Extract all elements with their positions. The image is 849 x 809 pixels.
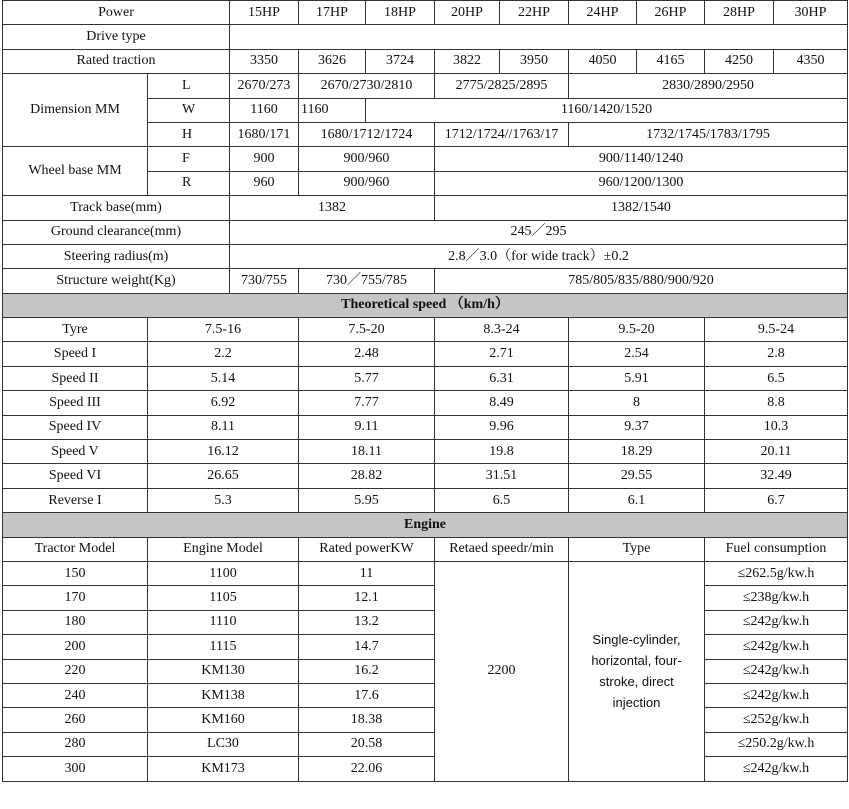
speed-row — [3, 391, 848, 415]
wheel-base-r-value: 960 — [230, 171, 299, 195]
rated-traction-value: 4050 — [569, 49, 637, 73]
speed-value: 6.31 — [435, 366, 569, 390]
speed-value: 32.49 — [705, 464, 848, 488]
fuel-consumption: ≤252g/kw.h — [705, 708, 848, 732]
fuel-consumption: ≤242g/kw.h — [705, 683, 848, 707]
fuel-consumption: ≤250.2g/kw.h — [705, 732, 848, 756]
speed-value: 6.5 — [705, 366, 848, 390]
dimension-l-value: 2775/2825/2895 — [435, 74, 569, 98]
drive-type-row — [3, 25, 848, 49]
rated-traction-value: 4250 — [705, 49, 774, 73]
engine-row — [3, 683, 848, 707]
speed-value: 2.8 — [705, 342, 848, 366]
power-value: 22HP — [500, 1, 569, 25]
speed-row-label: Speed V — [3, 440, 148, 464]
drive-type-label: Drive type — [3, 25, 230, 49]
tractor-model: 180 — [3, 610, 148, 634]
steering-radius-value: 2.8／3.0（for wide track）±0.2 — [230, 244, 848, 268]
speed-row — [3, 488, 848, 512]
power-value: 26HP — [637, 1, 705, 25]
power-label: Power — [3, 1, 230, 25]
dimension-w-value: 1160 — [230, 98, 299, 122]
engine-section-header — [3, 513, 848, 537]
engine-model: LC30 — [148, 732, 299, 756]
speed-row-label: Speed VI — [3, 464, 148, 488]
dimension-label: Dimension MM — [3, 74, 148, 147]
power-value: 30HP — [774, 1, 848, 25]
dimension-w-value: 1160 — [299, 98, 366, 122]
speed-row-label: Speed I — [3, 342, 148, 366]
structure-weight-value: 785/805/835/880/900/920 — [435, 269, 848, 293]
structure-weight-value: 730/755 — [230, 269, 299, 293]
drive-type-value — [230, 25, 848, 49]
structure-weight-row — [3, 269, 848, 293]
speed-value: 28.82 — [299, 464, 435, 488]
speed-value: 8.8 — [705, 391, 848, 415]
wheel-base-f-value: 900 — [230, 147, 299, 171]
speed-row — [3, 440, 848, 464]
steering-radius-row — [3, 244, 848, 268]
dimension-h-value: 1680/171 — [230, 122, 299, 146]
rated-power: 22.06 — [299, 757, 435, 781]
speed-value: 7.5-16 — [148, 318, 299, 342]
engine-model: 1110 — [148, 610, 299, 634]
speed-value: 7.77 — [299, 391, 435, 415]
power-value: 18HP — [366, 1, 435, 25]
speed-value: 6.5 — [435, 488, 569, 512]
speed-section-header — [3, 293, 848, 317]
dimension-sub-label: L — [148, 74, 230, 98]
engine-row — [3, 635, 848, 659]
engine-row — [3, 586, 848, 610]
engine-row — [3, 659, 848, 683]
engine-model: 1105 — [148, 586, 299, 610]
engine-column-header: Rated powerKW — [299, 537, 435, 561]
ground-clearance-value: 245／295 — [230, 220, 848, 244]
tractor-model: 240 — [3, 683, 148, 707]
rated-traction-value: 3822 — [435, 49, 500, 73]
dimension-l-value: 2830/2890/2950 — [569, 74, 848, 98]
fuel-consumption: ≤262.5g/kw.h — [705, 561, 848, 585]
engine-column-header: Retaed speedr/min — [435, 537, 569, 561]
speed-value: 8.49 — [435, 391, 569, 415]
ground-clearance-label: Ground clearance(mm) — [3, 220, 230, 244]
engine-model: KM130 — [148, 659, 299, 683]
speed-value: 2.71 — [435, 342, 569, 366]
speed-row — [3, 318, 848, 342]
dimension-h-value: 1732/1745/1783/1795 — [569, 122, 848, 146]
tractor-model: 220 — [3, 659, 148, 683]
fuel-consumption: ≤242g/kw.h — [705, 610, 848, 634]
tractor-model: 150 — [3, 561, 148, 585]
speed-row-label: Speed II — [3, 366, 148, 390]
engine-row — [3, 708, 848, 732]
speed-value: 19.8 — [435, 440, 569, 464]
power-value: 15HP — [230, 1, 299, 25]
rated-traction-value: 3626 — [299, 49, 366, 73]
rated-power: 11 — [299, 561, 435, 585]
tractor-model: 170 — [3, 586, 148, 610]
wheel-base-label: Wheel base MM — [3, 147, 148, 196]
rated-traction-label: Rated traction — [3, 49, 230, 73]
rated-traction-row — [3, 49, 848, 73]
engine-type: Single-cylinder, horizontal, four-stroke, direct injection — [569, 561, 705, 781]
rated-traction-value: 4165 — [637, 49, 705, 73]
speed-row — [3, 464, 848, 488]
power-value: 20HP — [435, 1, 500, 25]
speed-value: 5.91 — [569, 366, 705, 390]
speed-row-label: Tyre — [3, 318, 148, 342]
engine-column-header: Type — [569, 537, 705, 561]
power-value: 28HP — [705, 1, 774, 25]
tractor-spec-table — [2, 0, 848, 782]
rated-traction-value: 3724 — [366, 49, 435, 73]
engine-column-header: Engine Model — [148, 537, 299, 561]
rated-power: 20.58 — [299, 732, 435, 756]
dimension-h-value: 1680/1712/1724 — [299, 122, 435, 146]
track-base-value: 1382/1540 — [435, 196, 848, 220]
engine-header-row — [3, 537, 848, 561]
speed-row — [3, 366, 848, 390]
power-value: 24HP — [569, 1, 637, 25]
speed-value: 9.37 — [569, 415, 705, 439]
speed-row — [3, 342, 848, 366]
track-base-row — [3, 196, 848, 220]
engine-model: 1115 — [148, 635, 299, 659]
tractor-model: 260 — [3, 708, 148, 732]
engine-row — [3, 561, 848, 585]
speed-value: 10.3 — [705, 415, 848, 439]
structure-weight-value: 730／755/785 — [299, 269, 435, 293]
speed-value: 26.65 — [148, 464, 299, 488]
dimension-sub-label: H — [148, 122, 230, 146]
speed-value: 9.5-24 — [705, 318, 848, 342]
speed-value: 18.29 — [569, 440, 705, 464]
fuel-consumption: ≤242g/kw.h — [705, 659, 848, 683]
rated-power: 17.6 — [299, 683, 435, 707]
speed-value: 5.3 — [148, 488, 299, 512]
speed-value: 5.77 — [299, 366, 435, 390]
speed-row-label: Speed III — [3, 391, 148, 415]
wheel-base-f-value: 900/1140/1240 — [435, 147, 848, 171]
speed-value: 8 — [569, 391, 705, 415]
speed-row — [3, 415, 848, 439]
wheel-base-sub-label: F — [148, 147, 230, 171]
engine-row — [3, 610, 848, 634]
dimension-l-value: 2670/2730/2810 — [299, 74, 435, 98]
rated-power: 18.38 — [299, 708, 435, 732]
rated-traction-value: 3950 — [500, 49, 569, 73]
rated-power: 16.2 — [299, 659, 435, 683]
speed-value: 20.11 — [705, 440, 848, 464]
engine-model: KM173 — [148, 757, 299, 781]
engine-column-header: Tractor Model — [3, 537, 148, 561]
dimension-w-value: 1160/1420/1520 — [366, 98, 848, 122]
wheel-base-sub-label: R — [148, 171, 230, 195]
wheel-base-r-value: 960/1200/1300 — [435, 171, 848, 195]
wheel-base-r-value: 900/960 — [299, 171, 435, 195]
wheel-base-f-value: 900/960 — [299, 147, 435, 171]
speed-value: 9.5-20 — [569, 318, 705, 342]
speed-value: 8.3-24 — [435, 318, 569, 342]
fuel-consumption: ≤242g/kw.h — [705, 757, 848, 781]
speed-value: 8.11 — [148, 415, 299, 439]
rated-power: 12.1 — [299, 586, 435, 610]
speed-value: 16.12 — [148, 440, 299, 464]
speed-value: 2.48 — [299, 342, 435, 366]
tractor-model: 200 — [3, 635, 148, 659]
wheel-base-f-row — [3, 147, 848, 171]
speed-value: 6.1 — [569, 488, 705, 512]
speed-value: 2.54 — [569, 342, 705, 366]
steering-radius-label: Steering radius(m) — [3, 244, 230, 268]
speed-value: 29.55 — [569, 464, 705, 488]
rated-speed: 2200 — [435, 561, 569, 781]
speed-value: 31.51 — [435, 464, 569, 488]
rated-power: 13.2 — [299, 610, 435, 634]
dimension-sub-label: W — [148, 98, 230, 122]
fuel-consumption: ≤242g/kw.h — [705, 635, 848, 659]
track-base-label: Track base(mm) — [3, 196, 230, 220]
speed-value: 7.5-20 — [299, 318, 435, 342]
dimension-l-row — [3, 74, 848, 98]
fuel-consumption: ≤238g/kw.h — [705, 586, 848, 610]
tractor-model: 300 — [3, 757, 148, 781]
speed-value: 5.95 — [299, 488, 435, 512]
dimension-h-value: 1712/1724//1763/17 — [435, 122, 569, 146]
engine-section-title: Engine — [3, 513, 848, 537]
engine-row — [3, 732, 848, 756]
power-row — [3, 1, 848, 25]
speed-value: 9.11 — [299, 415, 435, 439]
speed-row-label: Reverse I — [3, 488, 148, 512]
structure-weight-label: Structure weight(Kg) — [3, 269, 230, 293]
dimension-l-value: 2670/273 — [230, 74, 299, 98]
speed-value: 6.7 — [705, 488, 848, 512]
speed-value: 9.96 — [435, 415, 569, 439]
engine-model: 1100 — [148, 561, 299, 585]
track-base-value: 1382 — [230, 196, 435, 220]
engine-model: KM138 — [148, 683, 299, 707]
speed-row-label: Speed IV — [3, 415, 148, 439]
rated-traction-value: 3350 — [230, 49, 299, 73]
speed-value: 5.14 — [148, 366, 299, 390]
rated-power: 14.7 — [299, 635, 435, 659]
rated-traction-value: 4350 — [774, 49, 848, 73]
tractor-model: 280 — [3, 732, 148, 756]
engine-column-header: Fuel consumption — [705, 537, 848, 561]
engine-row — [3, 757, 848, 781]
speed-value: 6.92 — [148, 391, 299, 415]
speed-value: 2.2 — [148, 342, 299, 366]
power-value: 17HP — [299, 1, 366, 25]
engine-model: KM160 — [148, 708, 299, 732]
speed-value: 18.11 — [299, 440, 435, 464]
speed-section-title: Theoretical speed （km/h） — [3, 293, 848, 317]
ground-clearance-row — [3, 220, 848, 244]
